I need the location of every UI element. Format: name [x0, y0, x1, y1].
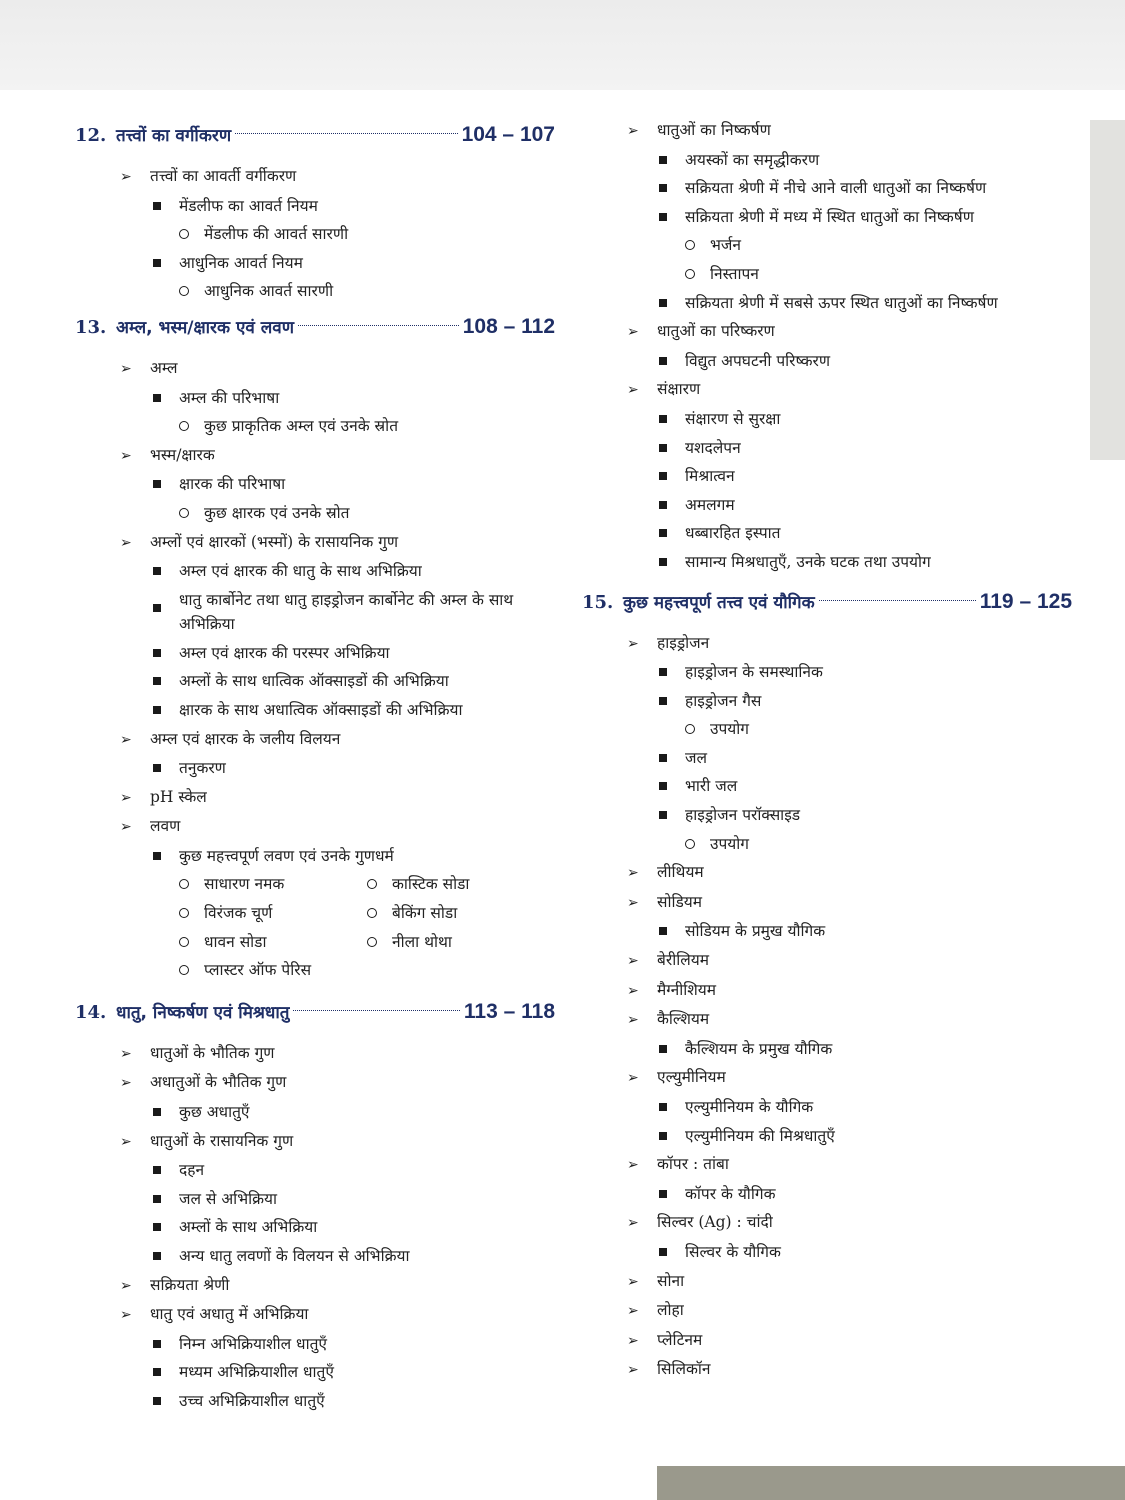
toc-item-level-1: [582, 1063, 1072, 1093]
toc-item-text: विद्युत अपघटनी परिष्करण: [685, 351, 831, 370]
toc-item-text: हाइड्रोजन गैस: [685, 691, 762, 710]
chapter-heading[interactable]: [75, 995, 555, 1039]
salt-name: नीला थोथा: [392, 932, 452, 951]
toc-item-level-1: [582, 1355, 1072, 1385]
square-bullet-icon: [659, 415, 667, 423]
arrow-bullet-icon: ➢: [120, 789, 132, 806]
toc-item-level-1: [582, 1150, 1072, 1180]
chapter-heading[interactable]: [75, 310, 555, 354]
toc-item-text: सक्रियता श्रेणी में मध्य में स्थित धातुओं का निष्कर्षण: [685, 207, 974, 226]
arrow-bullet-icon: ➢: [120, 1307, 132, 1324]
arrow-bullet-icon: ➢: [627, 1303, 639, 1320]
toc-item-level-2: [75, 1242, 555, 1271]
toc-item-level-1: [75, 783, 555, 813]
arrow-bullet-icon: ➢: [627, 1273, 639, 1290]
chapter-heading[interactable]: [582, 585, 1072, 629]
toc-item-text: कुछ अधातुएँ: [179, 1103, 250, 1122]
toc-item-text: pH स्केल: [150, 787, 207, 806]
salt-name: प्लास्टर ऑफ पेरिस: [204, 961, 312, 980]
dot-leader: [235, 133, 457, 134]
toc-item-level-1: [75, 725, 555, 755]
arrow-bullet-icon: ➢: [120, 1133, 132, 1150]
toc-item-level-2: [582, 1093, 1072, 1122]
square-bullet-icon: [153, 649, 161, 657]
chapter-page-range: 104 – 107: [461, 123, 555, 146]
toc-item-text: निस्तापन: [710, 264, 759, 283]
toc-item-text: अम्ल एवं क्षारक की धातु के साथ अभिक्रिया: [179, 562, 422, 581]
square-bullet-icon: [659, 558, 667, 566]
toc-item-level-2: [582, 491, 1072, 520]
square-bullet-icon: [153, 764, 161, 772]
toc-item-level-3: [582, 260, 1072, 289]
chapter-number: 14.: [75, 1001, 107, 1023]
square-bullet-icon: [153, 1166, 161, 1174]
square-bullet-icon: [153, 1108, 161, 1116]
square-bullet-icon: [153, 480, 161, 488]
toc-item-level-1: [582, 375, 1072, 405]
salt-item: [367, 899, 555, 928]
toc-item-text: जल से अभिक्रिया: [179, 1189, 278, 1208]
square-bullet-icon: [153, 202, 161, 210]
toc-item-level-2: [582, 203, 1072, 232]
salt-item: [179, 870, 367, 899]
toc-item-text: अम्ल एवं क्षारक की परस्पर अभिक्रिया: [179, 643, 390, 662]
chapter-title: धातु, निष्कर्षण एवं मिश्रधातु: [116, 1002, 290, 1023]
arrow-bullet-icon: ➢: [120, 360, 132, 377]
circle-bullet-icon: [685, 839, 695, 849]
toc-item-text: कॉपर के यौगिक: [685, 1184, 776, 1203]
toc-item-level-1: [582, 888, 1072, 918]
toc-item-level-2: [75, 249, 555, 278]
toc-item-level-2: [75, 1156, 555, 1185]
square-bullet-icon: [153, 567, 161, 575]
circle-bullet-icon: [685, 240, 695, 250]
toc-item-text: सक्रियता श्रेणी: [150, 1275, 230, 1294]
salt-item: [179, 928, 367, 957]
square-bullet-icon: [659, 357, 667, 365]
toc-item-text: हाइड्रोजन: [657, 633, 710, 652]
left-column: [75, 118, 555, 1416]
toc-item-text: धातुओं का परिष्करण: [657, 322, 775, 341]
toc-item-text: सक्रियता श्रेणी में नीचे आने वाली धातुओं का निष्कर्षण: [685, 179, 987, 198]
toc-item-level-3: [582, 830, 1072, 859]
square-bullet-icon: [659, 1045, 667, 1053]
toc-item-text: भस्म/क्षारक: [150, 445, 215, 464]
arrow-bullet-icon: ➢: [120, 819, 132, 836]
square-bullet-icon: [153, 677, 161, 685]
toc-item-level-1: [582, 116, 1072, 146]
circle-bullet-icon: [685, 269, 695, 279]
chapter-page-range: 119 – 125: [979, 589, 1072, 613]
toc-item-text: धब्बारहित इस्पात: [685, 524, 781, 543]
toc-item-text: निम्न अभिक्रियाशील धातुएँ: [179, 1334, 327, 1353]
arrow-bullet-icon: ➢: [120, 169, 132, 185]
right-column: [582, 116, 1072, 1385]
toc-item-text: आधुनिक आवर्त नियम: [179, 253, 303, 272]
toc-item-level-1: [75, 354, 555, 384]
toc-item-level-2: [582, 462, 1072, 491]
salt-item: [367, 870, 555, 899]
toc-item-level-2: [582, 434, 1072, 463]
toc-item-level-1: [582, 1267, 1072, 1297]
arrow-bullet-icon: ➢: [120, 1277, 132, 1294]
salt-item: [367, 928, 555, 957]
toc-item-level-1: [582, 976, 1072, 1006]
toc-item-level-1: [582, 858, 1072, 888]
toc-item-level-3: [75, 499, 555, 528]
toc-item-text: अधातुओं के भौतिक गुण: [150, 1073, 287, 1092]
toc-item-text: मेंडलीफ की आवर्त सारणी: [204, 225, 349, 244]
toc-item-level-1: [582, 1208, 1072, 1238]
toc-item-text: अम्लों एवं क्षारकों (भस्मों) के रासायनिक गुण: [150, 532, 399, 551]
square-bullet-icon: [659, 754, 667, 762]
salt-row: [75, 899, 555, 928]
square-bullet-icon: [659, 213, 667, 221]
toc-item-text: दहन: [179, 1161, 205, 1180]
toc-item-level-1: [75, 812, 555, 842]
arrow-bullet-icon: ➢: [120, 1075, 132, 1092]
toc-item-level-2: [75, 557, 555, 586]
toc-item-level-3: [75, 277, 555, 306]
chapter-heading[interactable]: [75, 118, 555, 162]
circle-bullet-icon: [179, 286, 189, 296]
salt-name: धावन सोडा: [204, 932, 267, 951]
toc-item-level-2: [75, 696, 555, 725]
toc-item-level-2: [75, 754, 555, 783]
toc-item-text: सिल्वर (Ag) : चांदी: [657, 1213, 773, 1232]
toc-item-level-1: [75, 1271, 555, 1301]
toc-item-text: लोहा: [657, 1301, 684, 1320]
toc-item-level-2: [582, 687, 1072, 716]
toc-item-text: अम्ल की परिभाषा: [179, 388, 280, 407]
toc-item-level-2: [582, 519, 1072, 548]
toc-item-text: क्षारक की परिभाषा: [179, 475, 286, 494]
square-bullet-icon: [153, 1252, 161, 1260]
toc-item-text: एल्युमीनियम की मिश्रधातुएँ: [685, 1126, 835, 1145]
arrow-bullet-icon: ➢: [627, 1362, 639, 1379]
circle-bullet-icon: [179, 508, 189, 518]
arrow-bullet-icon: ➢: [627, 1012, 639, 1029]
toc-item-level-2: [75, 667, 555, 696]
salt-name: बेकिंग सोडा: [392, 904, 458, 923]
toc-item-text: तत्त्वों का आवर्ती वर्गीकरण: [150, 167, 297, 185]
arrow-bullet-icon: ➢: [627, 324, 639, 341]
toc-item-level-2: [75, 1098, 555, 1127]
salt-row: [75, 928, 555, 957]
circle-bullet-icon: [685, 724, 695, 734]
toc-item-level-2: [75, 1330, 555, 1359]
arrow-bullet-icon: ➢: [627, 982, 639, 999]
toc-item-text: संक्षारण से सुरक्षा: [685, 409, 781, 428]
toc-item-level-2: [582, 1122, 1072, 1151]
toc-item-level-2: [75, 586, 555, 639]
arrow-bullet-icon: ➢: [627, 865, 639, 882]
toc-item-level-2: [582, 347, 1072, 376]
circle-bullet-icon: [179, 908, 189, 918]
toc-item-level-3: [75, 412, 555, 441]
bottom-bar: [657, 1466, 1125, 1500]
toc-item-level-1: [582, 317, 1072, 347]
toc-item-text: कैल्शियम: [657, 1010, 710, 1029]
toc-item-level-2: [582, 1180, 1072, 1209]
toc-item-text: भारी जल: [685, 777, 738, 796]
toc-item-text: अम्लों के साथ धात्विक ऑक्साइडों की अभिक्रिया: [179, 672, 449, 691]
toc-item-text: तनुकरण: [179, 759, 226, 778]
square-bullet-icon: [659, 811, 667, 819]
toc-item-text: कुछ प्राकृतिक अम्ल एवं उनके स्रोत: [204, 417, 399, 436]
salt-item: [179, 956, 379, 985]
salt-name: साधारण नमक: [204, 875, 285, 894]
toc-item-level-1: [582, 946, 1072, 976]
toc-item-level-2: [75, 1387, 555, 1416]
arrow-bullet-icon: ➢: [627, 1332, 639, 1349]
toc-item-level-2: [75, 192, 555, 221]
toc-item-text: धातु कार्बोनेट तथा धातु हाइड्रोजन कार्बोनेट की अम्ल के साथ अभिक्रिया: [179, 590, 514, 633]
toc-item-text: मैग्नीशियम: [657, 980, 717, 999]
square-bullet-icon: [153, 852, 161, 860]
square-bullet-icon: [659, 472, 667, 480]
toc-item-text: मध्यम अभिक्रियाशील धातुएँ: [179, 1363, 334, 1382]
salt-row: [75, 870, 555, 899]
toc-item-level-2: [582, 1035, 1072, 1064]
arrow-bullet-icon: ➢: [120, 731, 132, 748]
toc-item-level-2: [582, 548, 1072, 577]
toc-item-text: अमलगम: [685, 495, 735, 514]
circle-bullet-icon: [367, 879, 377, 889]
chapter-title: तत्त्वों का वर्गीकरण: [116, 126, 232, 146]
arrow-bullet-icon: ➢: [120, 534, 132, 551]
toc-item-level-1: [582, 1005, 1072, 1035]
toc-item-level-2: [582, 917, 1072, 946]
toc-item-text: धातु एवं अधातु में अभिक्रिया: [150, 1305, 309, 1324]
toc-item-text: क्षारक के साथ अधात्विक ऑक्साइडों की अभिक्रिया: [179, 700, 463, 719]
toc-item-text: संक्षारण: [657, 380, 701, 399]
toc-item-text: सिल्वर के यौगिक: [685, 1242, 781, 1261]
circle-bullet-icon: [179, 421, 189, 431]
salt-name: विरंजक चूर्ण: [204, 904, 273, 923]
toc-item-level-1: [75, 1127, 555, 1157]
toc-item-text: उच्च अभिक्रियाशील धातुएँ: [179, 1391, 325, 1410]
square-bullet-icon: [659, 1132, 667, 1140]
square-bullet-icon: [659, 156, 667, 164]
chapter-title: अम्ल, भस्म/क्षारक एवं लवण: [116, 317, 294, 338]
dot-leader: [819, 600, 976, 601]
circle-bullet-icon: [367, 937, 377, 947]
square-bullet-icon: [659, 501, 667, 509]
toc-item-level-3: [75, 220, 555, 249]
square-bullet-icon: [659, 299, 667, 307]
arrow-bullet-icon: ➢: [627, 382, 639, 399]
toc-item-level-1: [582, 629, 1072, 659]
toc-item-text: कुछ महत्त्वपूर्ण लवण एवं उनके गुणधर्म: [179, 846, 394, 865]
square-bullet-icon: [153, 706, 161, 714]
toc-item-text: भर्जन: [710, 236, 742, 255]
salt-row: [75, 956, 555, 985]
toc-item-level-1: [75, 441, 555, 471]
toc-item-text: प्लेटिनम: [657, 1330, 703, 1349]
toc-item-level-2: [582, 801, 1072, 830]
square-bullet-icon: [153, 1368, 161, 1376]
toc-item-text: अयस्कों का समृद्धीकरण: [685, 150, 820, 169]
toc-item-text: अम्लों के साथ अभिक्रिया: [179, 1218, 318, 1237]
toc-item-level-1: [75, 1300, 555, 1330]
square-bullet-icon: [153, 604, 161, 612]
square-bullet-icon: [659, 184, 667, 192]
toc-item-level-3: [582, 231, 1072, 260]
toc-item-text: सोडियम के प्रमुख यौगिक: [685, 922, 826, 941]
toc-item-text: लीथियम: [657, 863, 704, 882]
circle-bullet-icon: [179, 965, 189, 975]
toc-item-text: मिश्रात्वन: [685, 467, 735, 486]
toc-item-level-1: [75, 528, 555, 558]
toc-item-text: यशदलेपन: [685, 438, 741, 457]
toc-item-level-2: [75, 470, 555, 499]
toc-item-level-2: [582, 658, 1072, 687]
arrow-bullet-icon: ➢: [120, 447, 132, 464]
toc-item-level-3: [582, 715, 1072, 744]
toc-item-level-2: [582, 289, 1072, 318]
toc-item-text: कुछ क्षारक एवं उनके स्रोत: [204, 503, 350, 522]
square-bullet-icon: [659, 697, 667, 705]
toc-item-level-2: [75, 842, 555, 871]
chapter-title: कुछ महत्त्वपूर्ण तत्त्व एवं यौगिक: [623, 592, 815, 613]
toc-item-level-2: [582, 146, 1072, 175]
toc-item-level-1: [75, 162, 555, 192]
toc-item-level-2: [582, 772, 1072, 801]
toc-item-level-2: [75, 1185, 555, 1214]
toc-item-text: उपयोग: [710, 834, 750, 853]
square-bullet-icon: [659, 668, 667, 676]
circle-bullet-icon: [179, 879, 189, 889]
toc-item-text: आधुनिक आवर्त सारणी: [204, 282, 334, 301]
toc-item-text: एल्युमीनियम: [657, 1068, 726, 1087]
toc-item-text: अन्य धातु लवणों के विलयन से अभिक्रिया: [179, 1247, 410, 1265]
arrow-bullet-icon: ➢: [627, 123, 639, 139]
toc-item-text: सोना: [657, 1271, 685, 1290]
square-bullet-icon: [153, 259, 161, 267]
arrow-bullet-icon: ➢: [627, 1215, 639, 1232]
salt-item: [179, 899, 367, 928]
toc-item-text: कॉपर : तांबा: [657, 1155, 729, 1174]
square-bullet-icon: [153, 394, 161, 402]
square-bullet-icon: [153, 1223, 161, 1231]
square-bullet-icon: [153, 1397, 161, 1405]
side-tab: [1090, 120, 1125, 460]
toc-item-text: सोडियम: [657, 892, 703, 911]
square-bullet-icon: [659, 1248, 667, 1256]
toc-item-text: जल: [685, 748, 708, 767]
toc-item-level-2: [75, 1213, 555, 1242]
square-bullet-icon: [659, 1103, 667, 1111]
arrow-bullet-icon: ➢: [120, 1045, 132, 1062]
toc-item-text: अम्ल एवं क्षारक के जलीय विलयन: [150, 729, 341, 748]
square-bullet-icon: [153, 1195, 161, 1203]
arrow-bullet-icon: ➢: [627, 635, 639, 652]
toc-item-text: सिलिकॉन: [657, 1360, 711, 1379]
toc-item-text: सक्रियता श्रेणी में सबसे ऊपर स्थित धातुओं का निष्कर्षण: [685, 293, 998, 312]
toc-item-level-1: [582, 1326, 1072, 1356]
toc-item-level-2: [582, 405, 1072, 434]
toc-item-text: सामान्य मिश्रधातुएँ, उनके घटक तथा उपयोग: [685, 552, 931, 571]
toc-item-text: कैल्शियम के प्रमुख यौगिक: [685, 1039, 833, 1058]
square-bullet-icon: [659, 444, 667, 452]
arrow-bullet-icon: ➢: [627, 1070, 639, 1087]
square-bullet-icon: [659, 927, 667, 935]
toc-item-level-1: [75, 1039, 555, 1069]
circle-bullet-icon: [367, 908, 377, 918]
square-bullet-icon: [659, 529, 667, 537]
arrow-bullet-icon: ➢: [627, 1157, 639, 1174]
toc-item-text: एल्युमीनियम के यौगिक: [685, 1098, 814, 1116]
toc-item-level-2: [75, 384, 555, 413]
toc-item-text: धातुओं के रासायनिक गुण: [150, 1131, 294, 1150]
toc-item-level-1: [582, 1296, 1072, 1326]
chapter-page-range: 108 – 112: [462, 314, 555, 338]
toc-item-level-2: [582, 744, 1072, 773]
arrow-bullet-icon: ➢: [627, 894, 639, 911]
circle-bullet-icon: [179, 937, 189, 947]
dot-leader: [298, 325, 459, 326]
arrow-bullet-icon: ➢: [627, 953, 639, 970]
toc-item-text: हाइड्रोजन परॉक्साइड: [685, 806, 801, 825]
toc-item-text: धातुओं के भौतिक गुण: [150, 1043, 275, 1062]
salt-name: कास्टिक सोडा: [392, 875, 470, 894]
chapter-page-range: 113 – 118: [463, 999, 555, 1023]
circle-bullet-icon: [179, 229, 189, 239]
page-top-band: [0, 0, 1125, 90]
toc-item-text: हाइड्रोजन के समस्थानिक: [685, 663, 823, 682]
chapter-number: 15.: [582, 591, 614, 613]
toc-item-text: धातुओं का निष्कर्षण: [657, 121, 771, 139]
toc-item-text: मेंडलीफ का आवर्त नियम: [179, 196, 318, 215]
toc-item-level-2: [75, 1358, 555, 1387]
toc-item-text: बेरीलियम: [657, 951, 709, 970]
toc-item-text: अम्ल: [150, 358, 178, 377]
toc-item-text: लवण: [150, 817, 181, 836]
toc-item-level-1: [75, 1068, 555, 1098]
toc-item-text: उपयोग: [710, 720, 750, 739]
toc-item-level-2: [582, 174, 1072, 203]
toc-item-level-2: [75, 639, 555, 668]
square-bullet-icon: [659, 782, 667, 790]
square-bullet-icon: [153, 1340, 161, 1348]
chapter-number: 13.: [75, 316, 107, 338]
square-bullet-icon: [659, 1190, 667, 1198]
chapter-number: 12.: [75, 125, 107, 146]
toc-item-level-2: [582, 1238, 1072, 1267]
dot-leader: [293, 1010, 459, 1011]
